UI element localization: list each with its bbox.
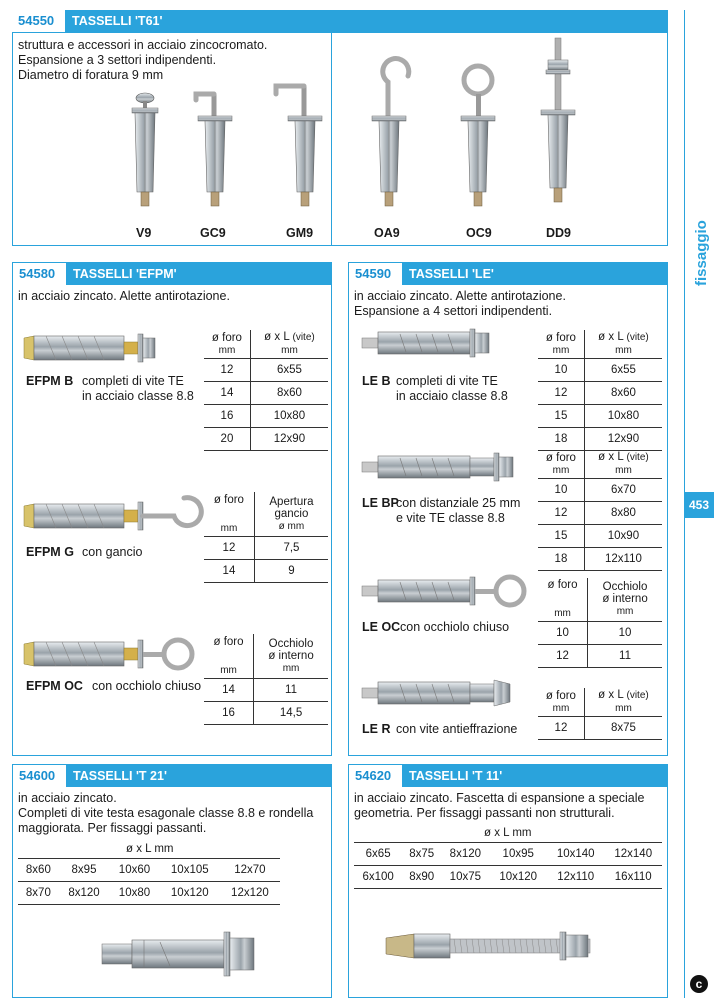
table-row: 10 10 <box>538 622 662 645</box>
section-code: 54580 <box>13 263 67 285</box>
le-oc-text: con occhiolo chiuso <box>400 620 510 634</box>
section-title: TASSELLI 'T 21' <box>73 769 167 783</box>
product-image-le-oc <box>360 570 530 612</box>
col-header: ø x L (vite) mm <box>584 688 662 717</box>
table-row: 18 12x110 <box>538 548 662 571</box>
col-header: ø foro mm <box>538 688 584 717</box>
efpm-b-label <box>26 374 73 389</box>
le-b-label <box>362 374 390 389</box>
le-r-label <box>362 722 390 737</box>
caption-oa9: OA9 <box>374 226 400 240</box>
section-description: in acciaio zincato. Alette antirotazione. Espansione a 4 settori indipendenti. <box>354 289 566 318</box>
product-image-t21 <box>100 928 270 980</box>
col-header: Occhiolo ø interno mm <box>588 578 662 622</box>
section-code: 54600 <box>13 765 67 787</box>
le-r-name: LE R <box>362 722 391 736</box>
le-r-table <box>538 688 662 740</box>
col-header: Occhiolo ø interno mm <box>254 634 328 679</box>
le-bp-table <box>538 450 662 571</box>
section-54550-outline <box>12 10 668 246</box>
table-row: 10 6x55 <box>538 359 662 382</box>
product-image-le-bp <box>360 450 530 484</box>
section-description: struttura e accessori in acciaio zincocromato. Espansione a 3 settori indipendenti. Diametro di foratura 9 mm <box>18 38 268 82</box>
table-row: 12 11 <box>538 645 662 668</box>
col-header: ø foro mm <box>204 492 254 537</box>
efpm-g-name: EFPM G <box>26 545 74 559</box>
category-text: fissaggio <box>693 220 710 286</box>
section-code: 54590 <box>349 263 403 285</box>
le-bp-label <box>362 496 399 511</box>
table-row: 15 10x80 <box>538 405 662 428</box>
product-image-efpm-oc <box>22 632 202 674</box>
col-header: ø foro mm <box>538 450 584 479</box>
section-title: TASSELLI 'EFPM' <box>73 267 177 281</box>
sizes-header: ø x L mm <box>484 827 532 839</box>
caption-dd9: DD9 <box>546 226 572 240</box>
efpm-g-label <box>26 545 74 560</box>
page-number: 453 <box>684 492 714 518</box>
le-r-text: con vite antieffrazione <box>396 722 518 736</box>
sizes-table <box>354 842 662 889</box>
product-image-efpm-g <box>22 490 208 536</box>
table-row: 16 14,5 <box>204 702 328 725</box>
col-header: ø x L (vite) mm <box>584 450 662 479</box>
category-label <box>688 210 714 290</box>
col-header: ø x L (vite) mm <box>584 330 662 359</box>
le-oc-label <box>362 620 400 635</box>
efpm-oc-name: EFPM OC <box>26 679 83 693</box>
efpm-b-table <box>204 330 328 451</box>
le-oc-name: LE OC <box>362 620 401 634</box>
caption-oc9: OC9 <box>466 226 492 240</box>
table-row: 10 6x70 <box>538 479 662 502</box>
sizes-table <box>18 858 280 905</box>
copyright-icon: c <box>690 975 708 993</box>
table-row: 12 8x80 <box>538 502 662 525</box>
table-row: 6x65 8x75 8x120 10x95 10x140 12x140 <box>354 843 662 866</box>
table-row: 20 12x90 <box>204 428 328 451</box>
efpm-oc-table <box>204 634 328 725</box>
le-b-table <box>538 330 662 451</box>
le-bp-name: LE BP <box>362 496 399 510</box>
efpm-oc-label <box>26 679 83 694</box>
sizes-header: ø x L mm <box>126 843 174 855</box>
le-oc-table <box>538 578 662 668</box>
product-image-le-r <box>360 676 530 710</box>
section-code: 54550 <box>12 10 66 32</box>
table-row: 14 8x60 <box>204 382 328 405</box>
section-description: in acciaio zincato. Fascetta di espansione a speciale geometria. Per fissaggi passanti non strutturali. <box>354 791 645 820</box>
table-row: 12 6x55 <box>204 359 328 382</box>
efpm-oc-text: con occhiolo chiuso <box>92 679 202 693</box>
section-title: TASSELLI 'T 11' <box>409 769 503 783</box>
section-description: in acciaio zincato. Alette antirotazione. <box>18 289 230 303</box>
product-image-efpm-b <box>22 330 156 366</box>
section-title: TASSELLI 'LE' <box>409 267 494 281</box>
efpm-b-text: completi di vite TE in acciaio classe 8.8 <box>82 374 194 403</box>
col-header: ø foro mm <box>538 578 588 622</box>
col-header: Apertura gancio ø mm <box>254 492 328 537</box>
col-header: ø foro mm <box>204 634 254 679</box>
table-row: 8x60 8x95 10x60 10x105 12x70 <box>18 859 280 882</box>
table-row: 18 12x90 <box>538 428 662 451</box>
product-image-t11 <box>384 926 634 966</box>
caption-gm9: GM9 <box>286 226 314 240</box>
efpm-g-text: con gancio <box>82 545 143 559</box>
caption-v9: V9 <box>136 226 152 240</box>
col-header: ø foro mm <box>204 330 250 359</box>
le-b-name: LE B <box>362 374 391 388</box>
efpm-g-table <box>204 492 328 583</box>
table-row: 16 10x80 <box>204 405 328 428</box>
table-row: 14 11 <box>204 679 328 702</box>
le-bp-text: con distanziale 25 mm e vite TE classe 8.8 <box>396 496 521 525</box>
table-row: 12 7,5 <box>204 537 328 560</box>
section-code: 54620 <box>349 765 403 787</box>
col-header: ø x L (vite) mm <box>250 330 328 359</box>
le-b-text: completi di vite TE in acciaio classe 8.8 <box>396 374 508 403</box>
table-row: 14 9 <box>204 560 328 583</box>
table-row: 15 10x90 <box>538 525 662 548</box>
caption-gc9: GC9 <box>200 226 226 240</box>
table-row: 8x70 8x120 10x80 10x120 12x120 <box>18 882 280 905</box>
efpm-b-name: EFPM B <box>26 374 74 388</box>
table-row: 12 8x60 <box>538 382 662 405</box>
table-row: 6x100 8x90 10x75 10x120 12x110 16x110 <box>354 866 662 889</box>
col-header: ø foro mm <box>538 330 584 359</box>
table-row: 12 8x75 <box>538 717 662 740</box>
section-description: in acciaio zincato. Completi di vite testa esagonale classe 8.8 e rondella maggiorata. Per fissaggi passanti. <box>18 791 314 835</box>
section-title: TASSELLI 'T61' <box>72 14 163 28</box>
product-image-le-b <box>360 326 504 360</box>
